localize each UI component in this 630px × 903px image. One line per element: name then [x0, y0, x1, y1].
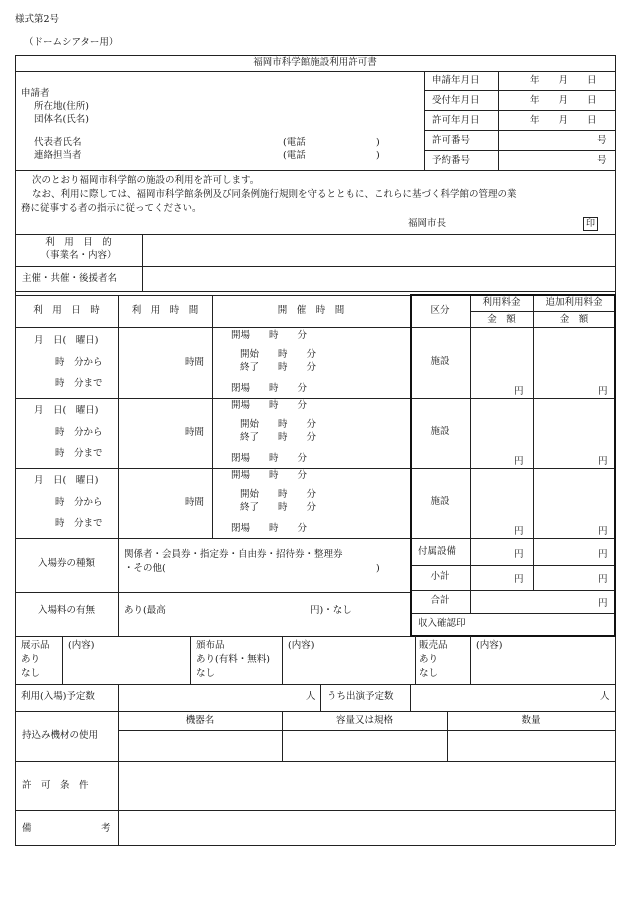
col-fee: 利用料金: [482, 297, 521, 308]
equipment-fee-label: 付属設備: [418, 546, 457, 557]
rule: [118, 810, 119, 845]
rule: [15, 592, 410, 593]
outer-bottom: [15, 845, 615, 846]
equipment-extra-yen: 円: [598, 549, 608, 560]
equipment-fee-yen: 円: [514, 549, 524, 560]
rule: [424, 71, 425, 170]
rule: [190, 636, 191, 684]
subtotal-label: 小計: [430, 571, 450, 582]
permit-date-label: 許可年月日: [432, 115, 480, 126]
performer-unit: 人: [600, 691, 610, 702]
fee-yen: 円: [514, 526, 524, 537]
ticket-types-line-2: ・その他(: [124, 563, 166, 574]
notice-line-3: 務に従事する者の指示に従ってください。: [21, 203, 202, 214]
col-category: 区分: [430, 305, 450, 316]
rule: [118, 295, 119, 636]
ticket-types-line-1: 関係者・会員券・指定券・自由券・招待券・整理券: [124, 549, 343, 560]
distribution-ari: あり(有料・無料): [196, 654, 270, 665]
close-time: 閉場 時 分: [231, 523, 308, 534]
time-to: 時 分まで: [55, 448, 103, 459]
distribution-nashi: なし: [196, 668, 216, 679]
rule: [15, 684, 615, 685]
time-from: 時 分から: [55, 357, 103, 368]
hours-unit: 時間: [185, 427, 205, 438]
rule: [142, 234, 143, 266]
conditions-label: 許 可 条 件: [22, 780, 89, 791]
admission-fee-value-2: 円)・なし: [310, 605, 352, 616]
applicant-heading: 申請者: [21, 88, 50, 99]
mayor-label: 福岡市長: [408, 218, 447, 229]
outer-top: [15, 55, 615, 56]
equipment-qty-header: 数量: [521, 715, 541, 726]
facility-label: 施設: [430, 356, 450, 367]
date-line: 月 日( 曜日): [34, 405, 99, 416]
attendance-unit: 人: [306, 691, 316, 702]
page-title: 福岡市科学館施設利用許可書: [253, 57, 377, 68]
rep-phone-close: ): [376, 137, 380, 148]
permit-date-value: 年 月 日: [530, 115, 597, 126]
facility-label: 施設: [430, 496, 450, 507]
extra-fee-yen: 円: [598, 526, 608, 537]
permit-number-suffix: 号: [597, 135, 607, 146]
rule: [15, 266, 615, 267]
rule: [212, 295, 213, 538]
col-event-time: 開 催 時 間: [277, 305, 345, 316]
subtotal-fee-yen: 円: [514, 574, 524, 585]
end-time: 終了 時 分: [240, 502, 317, 513]
extra-fee-yen: 円: [598, 456, 608, 467]
rule: [410, 684, 411, 711]
reserve-number-suffix: 号: [597, 155, 607, 166]
form-subtitle: （ドームシアター用）: [24, 37, 119, 48]
start-time: 開始 時 分: [240, 419, 317, 430]
admission-fee-label: 入場料の有無: [37, 605, 95, 616]
contact-phone-label: (電話: [283, 150, 306, 161]
close-time: 閉場 時 分: [231, 453, 308, 464]
performer-label: うち出演予定数: [327, 691, 394, 702]
col-use-date: 利 用 日 時: [33, 305, 100, 316]
applicant-org-label: 団体名(氏名): [34, 114, 89, 125]
fee-box: [410, 294, 616, 637]
contact-label: 連絡担当者: [34, 150, 82, 161]
fee-yen: 円: [514, 456, 524, 467]
remarks-label-1: 備: [22, 823, 32, 834]
remarks-label-2: 考: [101, 823, 111, 834]
purpose-label-1: 利 用 目 的: [45, 237, 112, 248]
sales-content: (内容): [476, 640, 503, 651]
open-time: 開場 時 分: [231, 400, 308, 411]
hours-unit: 時間: [185, 357, 205, 368]
ticket-types-close: ): [376, 563, 380, 574]
end-time: 終了 時 分: [240, 432, 317, 443]
sponsor-label: 主催・共催・後援者名: [22, 273, 118, 284]
date-line: 月 日( 曜日): [34, 335, 99, 346]
ticket-type-label: 入場券の種類: [37, 558, 95, 569]
rule: [62, 636, 63, 684]
outer-left: [15, 55, 16, 845]
exhibit-nashi: なし: [21, 668, 41, 679]
contact-phone-close: ): [376, 150, 380, 161]
hours-unit: 時間: [185, 497, 205, 508]
receive-date-value: 年 月 日: [530, 95, 597, 106]
notice-line-2: なお、利用に際しては、福岡市科学館条例及び同条例施行規則を守るとともに、これらに基づく科学館の管理の業: [32, 189, 517, 200]
rule: [118, 730, 615, 731]
distribution-content: (内容): [288, 640, 315, 651]
reserve-number-label: 予約番号: [432, 155, 471, 166]
seal-stamp: 印: [583, 217, 598, 231]
total-yen: 円: [598, 598, 608, 609]
rule: [15, 170, 615, 171]
rule: [498, 71, 499, 170]
admission-fee-value: あり(最高: [124, 605, 166, 616]
extra-fee-yen: 円: [598, 386, 608, 397]
exhibit-ari: あり: [21, 654, 41, 665]
distribution-label: 頒布品: [196, 640, 225, 651]
rule: [424, 110, 615, 111]
open-time: 開場 時 分: [231, 470, 308, 481]
rule: [282, 636, 283, 684]
time-from: 時 分から: [55, 427, 103, 438]
sales-label: 販売品: [419, 640, 448, 651]
applicant-address-label: 所在地(住所): [34, 101, 89, 112]
time-to: 時 分まで: [55, 518, 103, 529]
notice-line-1: 次のとおり福岡市科学館の施設の利用を許可します。: [32, 175, 260, 186]
equipment-spec-header: 容量又は規格: [335, 715, 393, 726]
rule: [424, 90, 615, 91]
receive-date-label: 受付年月日: [432, 95, 480, 106]
rule: [320, 684, 321, 711]
start-time: 開始 時 分: [240, 349, 317, 360]
facility-label: 施設: [430, 426, 450, 437]
equipment-name-header: 機器名: [185, 715, 215, 726]
open-time: 開場 時 分: [231, 330, 308, 341]
col-fee-amount: 金 額: [487, 314, 516, 325]
col-use-time: 利 用 時 間: [131, 305, 199, 316]
sales-nashi: なし: [419, 668, 439, 679]
representative-label: 代表者氏名: [34, 137, 82, 148]
rule: [118, 684, 119, 810]
rule: [15, 761, 615, 762]
rule: [15, 234, 615, 235]
apply-date-label: 申請年月日: [432, 75, 480, 86]
equipment-use-label: 持込み機材の使用: [22, 730, 99, 741]
start-time: 開始 時 分: [240, 489, 317, 500]
apply-date-value: 年 月 日: [530, 75, 597, 86]
rule: [415, 636, 416, 684]
permit-number-label: 許可番号: [432, 135, 471, 146]
rule: [470, 636, 471, 684]
time-from: 時 分から: [55, 497, 103, 508]
form-number: 様式第2号: [15, 14, 60, 25]
purpose-label-2: （事業名・内容）: [40, 250, 117, 261]
total-label: 合計: [430, 595, 450, 606]
rep-phone-label: (電話: [283, 137, 306, 148]
receipt-confirm-label: 収入確認印: [418, 618, 466, 629]
exhibit-label: 展示品: [21, 640, 50, 651]
attendance-label: 利用(入場)予定数: [21, 691, 95, 702]
col-extra-fee-amount: 金 額: [559, 314, 589, 325]
exhibit-content: (内容): [68, 640, 95, 651]
sales-ari: あり: [419, 654, 439, 665]
rule: [15, 711, 615, 712]
rule: [15, 810, 615, 811]
end-time: 終了 時 分: [240, 362, 317, 373]
date-line: 月 日( 曜日): [34, 475, 99, 486]
rule: [142, 266, 143, 291]
close-time: 閉場 時 分: [231, 383, 308, 394]
rule: [15, 71, 615, 72]
rule: [424, 130, 615, 131]
col-extra-fee: 追加利用料金: [545, 297, 603, 308]
subtotal-extra-yen: 円: [598, 574, 608, 585]
fee-yen: 円: [514, 386, 524, 397]
time-to: 時 分まで: [55, 378, 103, 389]
rule: [15, 291, 615, 292]
rule: [424, 150, 615, 151]
